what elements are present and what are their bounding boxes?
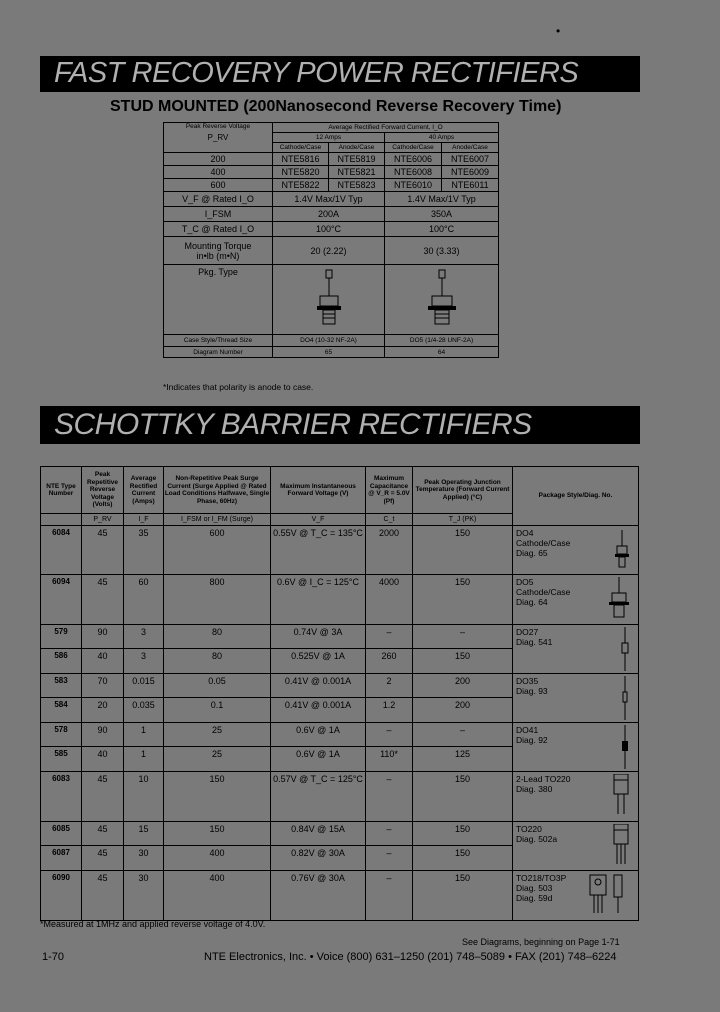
- pkg-line: Diag. 92: [516, 735, 548, 745]
- ifsm-40: 350A: [385, 207, 499, 222]
- diagram-12: 65: [273, 347, 385, 358]
- hdr-pkg: Package Style/Diag. No.: [513, 467, 639, 526]
- ifsm-label: I_FSM: [164, 207, 273, 222]
- pkg-line: DO4: [516, 528, 534, 538]
- tc-40: 100°C: [385, 222, 499, 237]
- temp-cell: –: [413, 723, 513, 747]
- cap-cell: 260: [366, 649, 413, 674]
- diagram-number-label: Diagram Number: [164, 347, 273, 358]
- nte-cell: 585: [41, 747, 82, 772]
- pkg-line: Cathode/Case: [516, 587, 571, 597]
- table-row: [41, 871, 639, 921]
- do41-package-icon: [620, 725, 630, 769]
- vf-cell: 0.82V @ 30A: [271, 846, 366, 871]
- temp-cell: 150: [413, 772, 513, 822]
- col-cathode-case: Cathode/Case: [273, 143, 329, 153]
- temp-cell: 200: [413, 674, 513, 698]
- table-row: [41, 625, 639, 649]
- temp-cell: 150: [413, 649, 513, 674]
- surge-cell: 0.1: [164, 698, 271, 723]
- do4-package-icon: [614, 530, 630, 570]
- pkg-line: DO27: [516, 627, 539, 637]
- nte-cell: 6085: [41, 822, 82, 846]
- cap-cell: –: [366, 772, 413, 822]
- case-12: DO4 (10-32 NF-2A): [273, 335, 385, 347]
- pkg-line: Diag. 502a: [516, 834, 558, 844]
- table-row: [41, 772, 639, 822]
- avg-cell: 0.015: [124, 674, 164, 698]
- part-cell: NTE6010: [385, 179, 442, 192]
- corner-mark: •: [556, 24, 561, 38]
- pkg-line: Diag. 541: [516, 637, 553, 647]
- vf-cell: 0.41V @ 0.001A: [271, 674, 366, 698]
- surge-cell: 400: [164, 871, 271, 921]
- schottky-table: [40, 466, 639, 921]
- avg-cell: 15: [124, 822, 164, 846]
- avg-cell: 0.035: [124, 698, 164, 723]
- pkg-line: DO5: [516, 577, 534, 587]
- prv-cell: 45: [82, 822, 124, 846]
- measurement-footnote: *Measured at 1MHz and applied reverse voltage of 4.0V.: [40, 919, 266, 929]
- part-cell: NTE6007: [442, 153, 499, 166]
- vf-cell: 0.6V @ 1A: [271, 747, 366, 772]
- sym-temp: T_J (PK): [413, 514, 513, 526]
- surge-cell: 0.05: [164, 674, 271, 698]
- hdr-cap: Maximum Capacitance @ V_R = 5.0V (Pf): [366, 467, 413, 514]
- col-anode-case: Anode/Case: [329, 143, 385, 153]
- see-diagrams-note: See Diagrams, beginning on Page 1-71: [462, 937, 620, 947]
- temp-cell: –: [413, 625, 513, 649]
- tc-12: 100°C: [273, 222, 385, 237]
- cap-cell: –: [366, 846, 413, 871]
- pkg-line: Diag. 64: [516, 597, 548, 607]
- cap-cell: 1.2: [366, 698, 413, 723]
- pkg-cell-do5: [513, 575, 639, 625]
- pkg-line: Cathode/Case: [516, 538, 571, 548]
- nte-cell: 6090: [41, 871, 82, 921]
- vf-cell: 0.525V @ 1A: [271, 649, 366, 674]
- table-row: [164, 179, 499, 192]
- to220-2lead-package-icon: [612, 774, 630, 816]
- temp-cell: 150: [413, 526, 513, 575]
- part-cell: NTE5822: [273, 179, 329, 192]
- cap-cell: 4000: [366, 575, 413, 625]
- voltage-cell: 600: [164, 179, 273, 192]
- part-cell: NTE5816: [273, 153, 329, 166]
- temp-cell: 150: [413, 871, 513, 921]
- surge-cell: 150: [164, 822, 271, 846]
- prv-cell: 40: [82, 649, 124, 674]
- pkg-cell-to218: [513, 871, 639, 921]
- torque-12: 20 (2.22): [273, 237, 385, 265]
- table-row: [41, 526, 639, 575]
- surge-cell: 80: [164, 625, 271, 649]
- vf-40: 1.4V Max/1V Typ: [385, 192, 499, 207]
- prv-cell: 45: [82, 846, 124, 871]
- surge-cell: 80: [164, 649, 271, 674]
- avg-cell: 10: [124, 772, 164, 822]
- sym-vf: V_F: [271, 514, 366, 526]
- prv-cell: 45: [82, 772, 124, 822]
- surge-cell: 400: [164, 846, 271, 871]
- nte-cell: 6083: [41, 772, 82, 822]
- prv-symbol: P_RV: [207, 133, 229, 142]
- pkg-line: Diag. 93: [516, 686, 548, 696]
- pkg-line: Diag. 503: [516, 883, 553, 893]
- voltage-cell: 200: [164, 153, 273, 166]
- table-row: [164, 166, 499, 179]
- fast-recovery-table: [163, 122, 499, 358]
- do5-package-icon: [608, 577, 630, 621]
- section-banner-fast-recovery: [40, 56, 640, 92]
- prv-cell: 45: [82, 575, 124, 625]
- nte-cell: 586: [41, 649, 82, 674]
- case-style-label: Case Style/Thread Size: [164, 335, 273, 347]
- cap-cell: 2: [366, 674, 413, 698]
- do27-package-icon: [620, 627, 630, 671]
- temp-cell: 150: [413, 575, 513, 625]
- pkg-line: DO41: [516, 725, 539, 735]
- prv-header-label: Peak Reverse Voltage: [185, 123, 251, 130]
- pkg-line: DO35: [516, 676, 539, 686]
- part-cell: NTE6011: [442, 179, 499, 192]
- hdr-temp: Peak Operating Junction Temperature (Forward Current Applied) (°C): [413, 467, 513, 514]
- prv-cell: 90: [82, 723, 124, 747]
- hdr-avg: Average Rectified Current (Amps): [124, 467, 164, 514]
- cap-cell: –: [366, 822, 413, 846]
- avg-cell: 3: [124, 649, 164, 674]
- avg-cell: 1: [124, 723, 164, 747]
- pkg-type-label: Pkg. Type: [164, 265, 273, 335]
- pkg-cell-do41: [513, 723, 639, 772]
- pkg-line: TO218/TO3P: [516, 873, 567, 883]
- pkg-cell-do4: [513, 526, 639, 575]
- pkg-do5-drawing: [385, 265, 499, 335]
- nte-cell: 579: [41, 625, 82, 649]
- to218-package-icon: [588, 873, 630, 917]
- polarity-note: *Indicates that polarity is anode to case.: [163, 382, 314, 392]
- table-row: [41, 723, 639, 747]
- pkg-cell-do35: [513, 674, 639, 723]
- prv-cell: 45: [82, 871, 124, 921]
- stud-rectifier-icon: [425, 268, 459, 330]
- surge-cell: 25: [164, 723, 271, 747]
- vf-cell: 0.6V @ I_C = 125°C: [271, 575, 366, 625]
- nte-cell: 578: [41, 723, 82, 747]
- prv-header: [164, 123, 273, 153]
- tc-label: T_C @ Rated I_O: [164, 222, 273, 237]
- vf-cell: 0.41V @ 0.001A: [271, 698, 366, 723]
- sym-prv: P_RV: [82, 514, 124, 526]
- cap-cell: 110*: [366, 747, 413, 772]
- part-cell: NTE5820: [273, 166, 329, 179]
- vf-cell: 0.74V @ 3A: [271, 625, 366, 649]
- sym-cap: C_t: [366, 514, 413, 526]
- pkg-cell-to220: [513, 822, 639, 871]
- vf-cell: 0.6V @ 1A: [271, 723, 366, 747]
- sym-avg: I_F: [124, 514, 164, 526]
- part-cell: NTE6009: [442, 166, 499, 179]
- pkg-line: Diag. 65: [516, 548, 548, 558]
- vf-cell: 0.57V @ T_C = 125°C: [271, 772, 366, 822]
- surge-cell: 25: [164, 747, 271, 772]
- table-row: [41, 822, 639, 846]
- temp-cell: 200: [413, 698, 513, 723]
- section-banner-schottky: [40, 406, 640, 444]
- nte-cell: 6087: [41, 846, 82, 871]
- case-40: DO5 (1/4-28 UNF-2A): [385, 335, 499, 347]
- prv-cell: 90: [82, 625, 124, 649]
- temp-cell: 150: [413, 822, 513, 846]
- prv-cell: 20: [82, 698, 124, 723]
- cap-cell: –: [366, 871, 413, 921]
- table-row: [41, 575, 639, 625]
- table-row: [164, 153, 499, 166]
- pkg-line: 2-Lead TO220: [516, 774, 571, 784]
- pkg-cell-to220-2lead: [513, 772, 639, 822]
- voltage-cell: 400: [164, 166, 273, 179]
- vf-cell: 0.55V @ T_C = 135°C: [271, 526, 366, 575]
- cap-cell: 2000: [366, 526, 413, 575]
- part-cell: NTE5823: [329, 179, 385, 192]
- avg-current-header: Average Rectified Forward Current, I_O: [273, 123, 499, 133]
- 40-amps-header: 40 Amps: [385, 133, 499, 143]
- ifsm-12: 200A: [273, 207, 385, 222]
- table-row: [41, 674, 639, 698]
- hdr-prv: Peak Repetitive Reverse Voltage (Volts): [82, 467, 124, 514]
- nte-cell: 6084: [41, 526, 82, 575]
- temp-cell: 125: [413, 747, 513, 772]
- pkg-cell-do27: [513, 625, 639, 674]
- vf-cell: 0.76V @ 30A: [271, 871, 366, 921]
- torque-40: 30 (3.33): [385, 237, 499, 265]
- avg-cell: 3: [124, 625, 164, 649]
- surge-cell: 150: [164, 772, 271, 822]
- prv-cell: 40: [82, 747, 124, 772]
- nte-cell: 584: [41, 698, 82, 723]
- stud-rectifier-icon: [314, 268, 344, 330]
- avg-cell: 30: [124, 871, 164, 921]
- part-cell: NTE6008: [385, 166, 442, 179]
- surge-cell: 800: [164, 575, 271, 625]
- pkg-line: TO220: [516, 824, 542, 834]
- 12-amps-header: 12 Amps: [273, 133, 385, 143]
- col-anode-case: Anode/Case: [442, 143, 499, 153]
- hdr-nte: NTE Type Number: [41, 467, 82, 514]
- pkg-line: Diag. 380: [516, 784, 553, 794]
- section-subtitle: STUD MOUNTED (200Nanosecond Reverse Recovery Time): [110, 98, 562, 115]
- torque-label-line: Mounting Torque: [184, 240, 252, 251]
- torque-label: [164, 237, 273, 265]
- avg-cell: 30: [124, 846, 164, 871]
- sym-blank: [41, 514, 82, 526]
- part-cell: NTE5819: [329, 153, 385, 166]
- prv-cell: 70: [82, 674, 124, 698]
- section-title: FAST RECOVERY POWER RECTIFIERS: [54, 57, 579, 89]
- avg-cell: 60: [124, 575, 164, 625]
- vf-cell: 0.84V @ 15A: [271, 822, 366, 846]
- temp-cell: 150: [413, 846, 513, 871]
- hdr-surge: Non-Repetitive Peak Surge Current (Surge Applied @ Rated Load Conditions Halfwave, Single Phase, 60Hz): [164, 467, 271, 514]
- col-cathode-case: Cathode/Case: [385, 143, 442, 153]
- avg-cell: 1: [124, 747, 164, 772]
- page-number: 1-70: [42, 951, 65, 963]
- vf-label: V_F @ Rated I_O: [164, 192, 273, 207]
- part-cell: NTE6006: [385, 153, 442, 166]
- pkg-line: Diag. 59d: [516, 893, 553, 903]
- diagram-40: 64: [385, 347, 499, 358]
- sym-surge: I_FSM or I_FM (Surge): [164, 514, 271, 526]
- company-contact: NTE Electronics, Inc. • Voice (800) 631–1250 (201) 748–5089 • FAX (201) 748–6224: [204, 951, 617, 963]
- surge-cell: 600: [164, 526, 271, 575]
- do35-package-icon: [620, 676, 630, 720]
- avg-cell: 35: [124, 526, 164, 575]
- nte-cell: 583: [41, 674, 82, 698]
- torque-label-line: in•lb (m•N): [196, 250, 240, 261]
- to220-package-icon: [612, 824, 630, 866]
- part-cell: NTE5821: [329, 166, 385, 179]
- cap-cell: –: [366, 723, 413, 747]
- prv-cell: 45: [82, 526, 124, 575]
- section-title: SCHOTTKY BARRIER RECTIFIERS: [54, 408, 532, 441]
- pkg-do4-drawing: [273, 265, 385, 335]
- hdr-vf: Maximum Instantaneous Forward Voltage (V): [271, 467, 366, 514]
- cap-cell: –: [366, 625, 413, 649]
- vf-12: 1.4V Max/1V Typ: [273, 192, 385, 207]
- nte-cell: 6094: [41, 575, 82, 625]
